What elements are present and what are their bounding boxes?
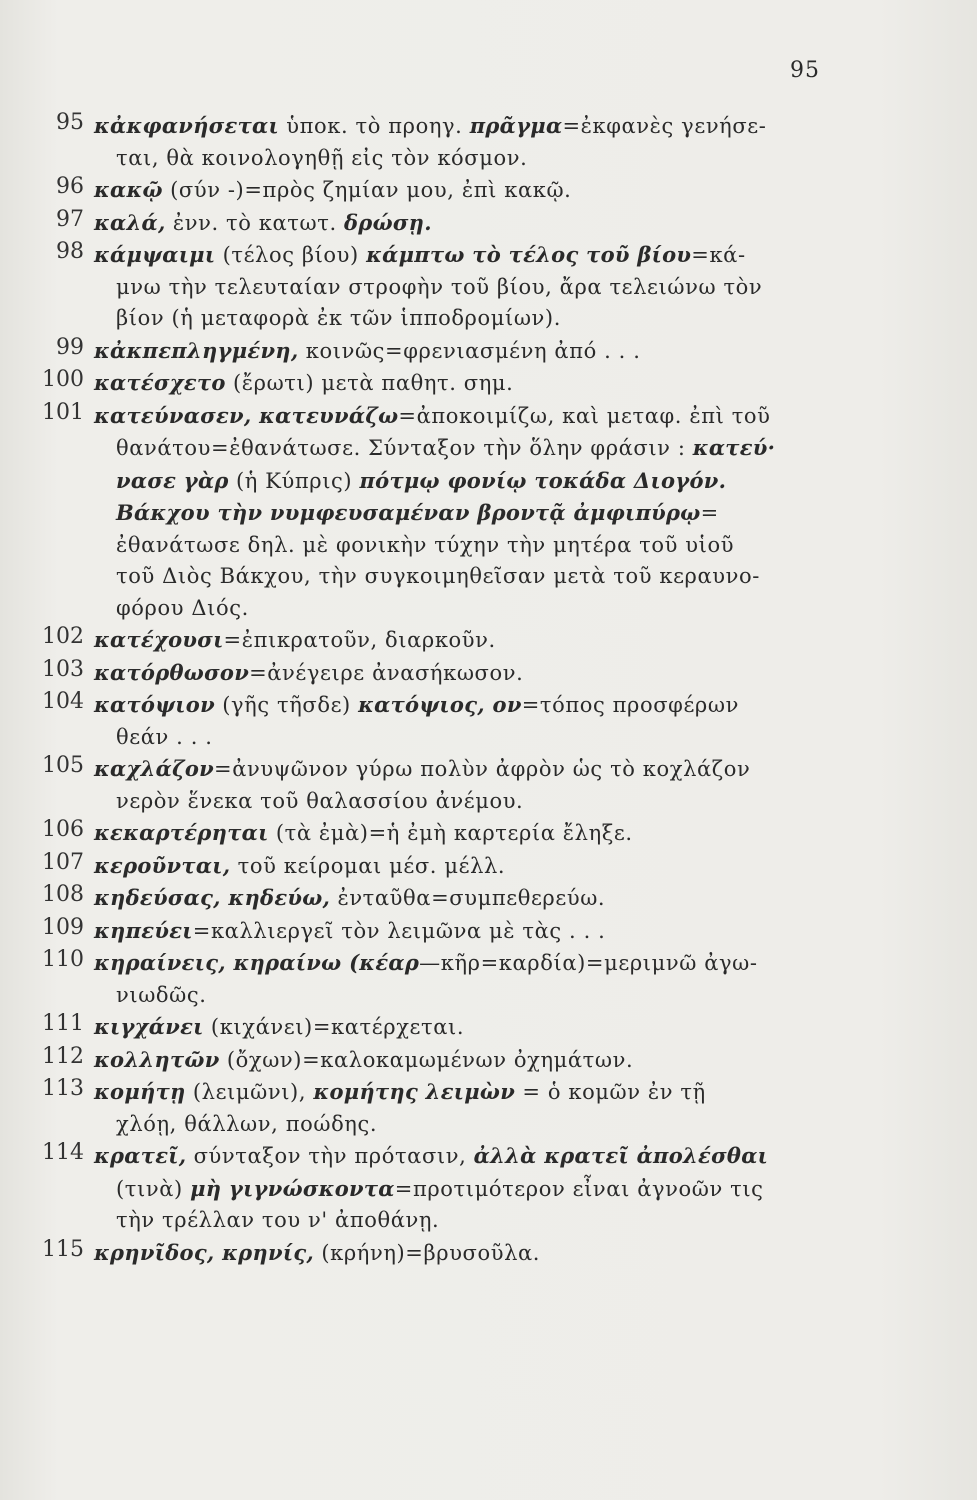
page-number: 95 (790, 58, 820, 83)
gloss-text: θεάν . . . (116, 724, 213, 749)
gloss-text: τὴν τρέλλαν του ν' ἀποθάνῃ. (116, 1208, 440, 1232)
entry-line (116, 786, 832, 818)
headword: κατεύνασεν, κατευνάζω (94, 402, 399, 428)
glossary-entry (32, 1044, 832, 1077)
gloss-text: (κρήνη)=βρυσοῦλα. (314, 1240, 541, 1265)
entry-line (94, 400, 832, 433)
headword: δρώσῃ. (344, 209, 432, 235)
gloss-text: =προτιμότερον εἶναι ἀγνοῶν τις (394, 1176, 764, 1201)
entry-line (116, 1173, 832, 1206)
gloss-text: νιωδῶς. (116, 982, 207, 1007)
gloss-text: (τὰ ἐμὰ)=ἡ ἐμὴ καρτερία ἔληξε. (268, 821, 633, 845)
headword: κομήτῃ (94, 1079, 186, 1104)
gloss-text: (ἡ Κύπρις) (228, 468, 360, 493)
headword: κιγχάνει (94, 1014, 204, 1039)
headword: κάμπτω τὸ τέλος τοῦ βίου (366, 242, 692, 267)
headword: κηδεύσας, κηδεύω, (94, 885, 331, 910)
gloss-text: =καλλιεργεῖ τὸν λειμῶνα μὲ τὰς . . . (192, 918, 606, 943)
headword: κολλητῶν (94, 1046, 220, 1072)
headword: κατέσχετο (94, 370, 226, 395)
entry-number: 106 (42, 817, 84, 842)
glossary-entry (32, 947, 832, 1011)
entry-line (94, 689, 832, 722)
entry-line (94, 335, 832, 368)
glossary-entries (32, 110, 832, 1269)
entry-number: 101 (42, 399, 84, 425)
glossary-entry (32, 689, 832, 753)
entry-line (94, 1044, 832, 1077)
entry-number: 105 (42, 753, 84, 778)
entry-number: 100 (42, 367, 84, 392)
entry-number: 103 (42, 656, 84, 682)
headword: κἀκφανήσεται (94, 113, 279, 138)
gloss-text: (ἔρωτι) μετὰ παθητ. σημ. (225, 371, 514, 395)
gloss-text: βίον (ἡ μεταφορὰ ἐκ τῶν ἱπποδρομίων). (116, 306, 561, 330)
gloss-text: =ἐκφανὲς γενήσε- (562, 114, 767, 138)
gloss-text: νερὸν ἕνεκα τοῦ θαλασσίου ἀνέμου. (116, 788, 524, 813)
glossary-entry (32, 915, 832, 948)
headword: κατόρθωσον (94, 659, 250, 685)
gloss-text: =τόπος προσφέρων (521, 693, 739, 717)
headword: κακῷ (94, 177, 163, 202)
gloss-text: (τέλος βίου) (215, 243, 367, 267)
entry-line (94, 882, 832, 915)
entry-line (116, 143, 832, 175)
entry-line (116, 1109, 832, 1141)
entry-line (94, 624, 832, 657)
glossary-entry (32, 657, 832, 690)
headword: καλά, (94, 209, 166, 235)
gloss-text: ὑποκ. τὸ προηγ. (278, 114, 470, 138)
glossary-entry (32, 1076, 832, 1140)
entry-line (116, 303, 832, 335)
entry-line (94, 947, 832, 980)
entry-line (94, 1011, 832, 1044)
gloss-text: τοῦ κείρομαι μέσ. μέλλ. (230, 853, 506, 878)
headword: κατέχουσι (94, 627, 224, 652)
glossary-entry (32, 882, 832, 915)
gloss-text: ἐνταῦθα=συμπεθερεύω. (330, 886, 606, 910)
entry-number: 107 (42, 849, 84, 875)
glossary-entry (32, 110, 832, 174)
headword: κἀκπεπληγμένη, (94, 337, 299, 363)
entry-line (94, 1237, 832, 1270)
entry-line (94, 753, 832, 786)
entry-line (116, 980, 832, 1012)
glossary-entry (32, 1011, 832, 1044)
entry-line (94, 1076, 832, 1109)
headword: κηπεύει (94, 917, 193, 943)
entry-number: 98 (56, 239, 84, 264)
headword: πότμῳ φονίῳ τοκάδα Διογόν. (359, 467, 727, 493)
headword: νασε γὰρ (116, 467, 229, 493)
entry-number: 95 (56, 110, 84, 135)
gloss-text: =ἐπικρατοῦν, διαρκοῦν. (223, 628, 496, 652)
glossary-entry (32, 1140, 832, 1237)
entry-line (94, 174, 832, 207)
gloss-text: = (700, 501, 719, 525)
glossary-entry (32, 207, 832, 240)
entry-line (116, 465, 832, 498)
entry-line (94, 367, 832, 400)
gloss-text: (γῆς τῆσδε) (214, 693, 359, 717)
gloss-text: φόρου Διός. (116, 595, 249, 620)
headword: κρατεῖ, (94, 1143, 187, 1168)
entry-number: 109 (42, 914, 84, 940)
entry-number: 113 (42, 1076, 84, 1101)
entry-number: 112 (42, 1043, 84, 1069)
glossary-entry (32, 850, 832, 883)
entry-line (116, 1205, 832, 1237)
entry-line (94, 915, 832, 948)
gloss-text: =ἀποκοιμίζω, καὶ μεταφ. ἐπὶ τοῦ (398, 403, 771, 428)
entry-line (116, 593, 832, 625)
glossary-entry (32, 753, 832, 817)
gloss-text: =κά- (691, 243, 746, 267)
headword: κεροῦνται, (94, 852, 231, 878)
entry-line (94, 110, 832, 143)
gloss-text: τοῦ Διὸς Βάκχου, τὴν συγκοιμηθεῖσαν μετὰ τοῦ κεραυνο- (116, 564, 760, 588)
entry-line (94, 207, 832, 240)
headword: κομήτης λειμὼν (313, 1079, 516, 1104)
gloss-text: (τινὰ) (116, 1176, 191, 1201)
entry-number: 114 (42, 1140, 84, 1165)
headword: κάμψαιμι (94, 242, 216, 267)
headword: κατόψιον (94, 692, 215, 717)
headword: πρᾶγμα (469, 113, 563, 138)
gloss-text: σύνταξον τὴν πρότασιν, (186, 1144, 474, 1168)
entry-line (94, 239, 832, 272)
gloss-text: =ἀνέγειρε ἀνασήκωσον. (249, 660, 524, 685)
entry-line (94, 817, 832, 850)
gloss-text: ἐνν. τὸ κατωτ. (165, 210, 344, 235)
entry-line (116, 722, 832, 754)
headword: κεκαρτέρηται (94, 820, 269, 845)
entry-line (116, 561, 832, 593)
entry-number: 111 (42, 1011, 84, 1036)
entry-number: 96 (56, 174, 84, 199)
entry-line (116, 530, 832, 562)
entry-line (116, 272, 832, 304)
gloss-text: (λειμῶνι), (185, 1080, 314, 1104)
entry-line (116, 432, 832, 465)
glossary-entry (32, 624, 832, 657)
gloss-text: ἐθανάτωσε δηλ. μὲ φονικὴν τύχην τὴν μητέρα τοῦ υἱοῦ (116, 532, 735, 557)
entry-number: 108 (42, 882, 84, 907)
gloss-text: μνω τὴν τελευταίαν στροφὴν τοῦ βίου, ἄρα τελειώνω τὸν (116, 274, 763, 299)
entry-line (94, 850, 832, 883)
glossary-entry (32, 335, 832, 368)
glossary-entry (32, 1237, 832, 1270)
glossary-entry (32, 239, 832, 335)
gloss-text: χλόῃ, θάλλων, ποώδης. (116, 1111, 378, 1136)
glossary-entry (32, 817, 832, 850)
entry-number: 102 (42, 624, 84, 649)
entry-line (116, 497, 832, 530)
headword: κρηνῖδος, κρηνίς, (94, 1239, 315, 1265)
glossary-entry (32, 400, 832, 625)
entry-number: 115 (42, 1236, 84, 1262)
headword: μὴ γιγνώσκοντα (190, 1175, 395, 1201)
gloss-text: (κιχάνει)=κατέρχεται. (203, 1015, 465, 1039)
headword: ἀλλὰ κρατεῖ ἀπολέσθαι (473, 1143, 769, 1168)
glossary-entry (32, 367, 832, 400)
entry-number: 110 (42, 947, 84, 972)
headword: Βάκχου τὴν νυμφευσαμέναν βροντᾷ ἀμφιπύρῳ (116, 500, 701, 525)
gloss-text: —κῆρ=καρδία)=μεριμνῶ ἀγω- (419, 951, 758, 975)
entry-number: 97 (56, 206, 84, 232)
gloss-text: θανάτου=ἐθανάτωσε. Σύνταξον τὴν ὅλην φράσιν : (116, 436, 693, 460)
gloss-text: = ὁ κομῶν ἐν τῇ (515, 1080, 706, 1104)
entry-line (94, 657, 832, 690)
headword: κηραίνεις, κηραίνω (κέαρ (94, 950, 420, 975)
headword: κατόψιος, ον (358, 692, 522, 717)
gloss-text: κοινῶς=φρενιασμένη ἀπό . . . (298, 338, 641, 363)
gloss-text: (ὄχων)=καλοκαμωμένων ὀχημάτων. (219, 1047, 634, 1072)
entry-number: 99 (56, 334, 84, 360)
entry-line (94, 1140, 832, 1173)
entry-number: 104 (42, 689, 84, 714)
gloss-text: =ἀνυψῶνον γύρω πολὺν ἀφρὸν ὡς τὸ κοχλάζον (214, 757, 751, 781)
glossary-entry (32, 174, 832, 207)
headword: καχλάζον (94, 756, 215, 781)
gloss-text: ται, θὰ κοινολογηθῇ εἰς τὸν κόσμον. (116, 145, 528, 170)
headword: κατεύ· (692, 435, 776, 460)
gloss-text: (σύν -)=πρὸς ζημίαν μου, ἐπὶ κακῷ. (162, 178, 572, 202)
